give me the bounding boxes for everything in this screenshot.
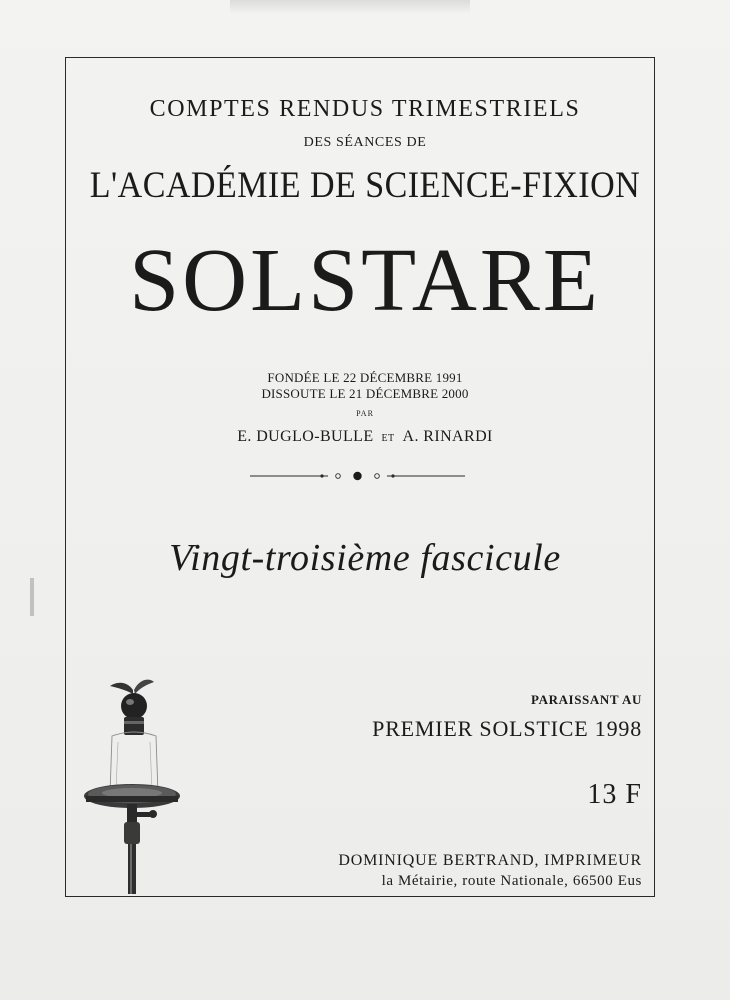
author-2: A. RINARDI (402, 428, 493, 445)
founded-date: FONDÉE LE 22 DÉCEMBRE 1991 (267, 370, 463, 385)
issue-title: Vingt-troisième fascicule (169, 537, 561, 579)
printer-address: la Métairie, route Nationale, 66500 Eus (381, 873, 642, 889)
bell-jar-apparatus-icon (78, 672, 188, 894)
printer-name: DOMINIQUE BERTRAND, IMPRIMEUR (338, 852, 642, 869)
academy-name: L'ACADÉMIE DE SCIENCE-FIXION (89, 165, 641, 206)
header-line-1: COMPTES RENDUS TRIMESTRIELS (149, 96, 581, 122)
author-1: E. DUGLO-BULLE (237, 428, 374, 445)
margin-mark (30, 578, 34, 616)
season-label: PREMIER SOLSTICE 1998 (372, 716, 642, 741)
dot-ornament-icon (250, 466, 465, 486)
price-label: 13 F (587, 779, 642, 810)
dissolved-date: DISSOUTE LE 21 DÉCEMBRE 2000 (261, 386, 469, 401)
paper-shadow (230, 0, 470, 14)
appearing-label: PARAISSANT AU (531, 692, 642, 707)
by-label: PAR (356, 409, 374, 418)
author-conjunction: ET (381, 433, 395, 444)
dates-block (0, 370, 730, 402)
header-line-2: DES SÉANCES DE (303, 135, 427, 150)
page-title: SOLSTARE (129, 231, 601, 330)
authors (0, 428, 730, 446)
